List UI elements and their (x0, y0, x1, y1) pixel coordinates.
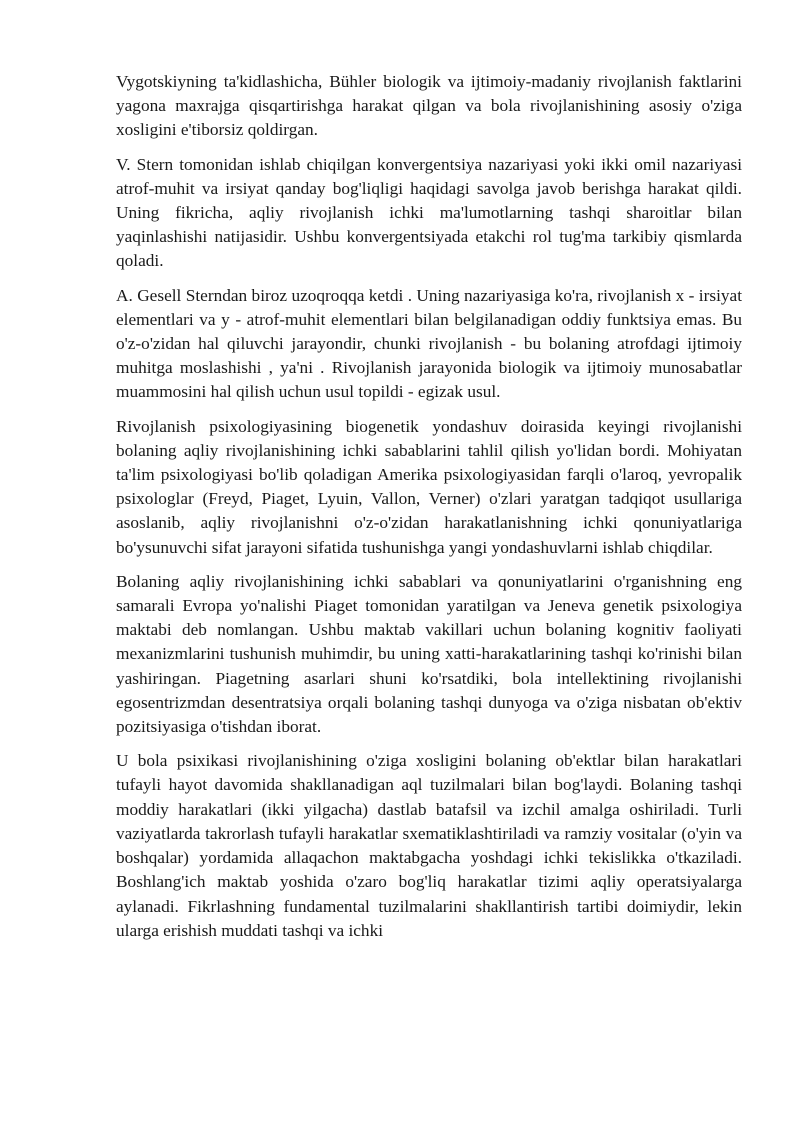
paragraph-piaget-school: Bolaning aqliy rivojlanishining ichki sabablari va qonuniyatlarini o'rganishning eng samarali Evropa yo'nalishi Piaget tomonidan yaratilgan va Jeneva genetik psixologiya maktabi deb nomlangan. Ushbu maktab vakillari uchun bolaning kognitiv faoliyati mexanizmlarini tushunish muhimdir, bu uning xatti-harakatlarining tashqi ko'rinishi bilan yashiringan. Piagetning asarlari shuni ko'rsatdiki, bola intellektining rivojlanishi egosentrizmdan desentratsiya orqali bolaning tashqi dunyoga va o'ziga nisbatan ob'ektiv pozitsiyasiga o'tishdan iborat. (116, 571, 742, 737)
paragraph-child-psyche: U bola psixikasi rivojlanishining o'ziga xosligini bolaning ob'ektlar bilan harakatlari tufayli hayot davomida shakllanadigan aql tuzilmalari bilan bog'laydi. Bolaning tashqi moddiy harakatlari (ikki yilgacha) dastlab batafsil va izchil amalga oshiriladi. Turli vaziyatlarda takrorlash tufayli harakatlar sxematiklashtiriladi va ramziy vositalar (o'yin va boshqalar) yordamida allaqachon maktabgacha yoshdagi ichki tekislikka o'tkaziladi. Boshlang'ich maktab yoshida o'zaro bog'liq harakatlar tizimi aqliy operatsiyalarga aylanadi. Fikrlashning fundamental tuzilmalarini shakllantirish tartibi doimiydir, lekin ularga erishish muddati tashqi va ichki (116, 751, 742, 940)
paragraph-vygotsky: Vygotskiyning ta'kidlashicha, Bühler biologik va ijtimoiy-madaniy rivojlanish faktlarini yagona maxrajga qisqartirishga harakat qilgan va bola rivojlanishining asosiy o'ziga xosligini e'tiborsiz qoldirgan. (116, 72, 742, 140)
paragraph-biogenetic: Rivojlanish psixologiyasining biogenetik yondashuv doirasida keyingi rivojlanishi bolaning aqliy rivojlanishining ichki sabablarini tahlil qilish yo'lidan bordi. Mohiyatan ta'lim psixologiyasi bo'lib qoladigan Amerika psixologiyasidan farqli o'laroq, yevropalik psixologlar (Freyd, Piaget, Lyuin, Vallon, Verner) o'zlari yaratgan tadqiqot usullariga asoslanib, aqliy rivojlanishni o'z-o'zidan harakatlanishning ichki qonuniyatlariga bo'ysunuvchi sifat jarayoni sifatida tushunishga yangi yondashuvlarni ishlab chiqdilar. (116, 416, 742, 557)
paragraph-gesell: A. Gesell Sterndan biroz uzoqroqqa ketdi . Uning nazariyasiga ko'ra, rivojlanish x - irsiyat elementlari va y - atrof-muhit elementlari bilan belgilanadigan oddiy funktsiya emas. Bu o'z-o'zidan hal qiluvchi jarayondir, chunki rivojlanish - bu bolaning atrofdagi ijtimoiy muhitga moslashishi , ya'ni . Rivojlanish jarayonida biologik va ijtimoiy munosabatlar muammosini hal qilish uchun usul topildi - egizak usul. (116, 285, 742, 402)
paragraph-stern: V. Stern tomonidan ishlab chiqilgan konvergentsiya nazariyasi yoki ikki omil nazariyasi atrof-muhit va irsiyat qanday bog'liqligi haqidagi savolga javob berishga harakat qildi. Uning fikricha, aqliy rivojlanish ichki ma'lumotlarning tashqi sharoitlar bilan yaqinlashishi natijasidir. Ushbu konvergentsiyada etakchi rol tug'ma tarkibiy qismlarda qoladi. (116, 154, 742, 271)
document-page (116, 70, 742, 953)
